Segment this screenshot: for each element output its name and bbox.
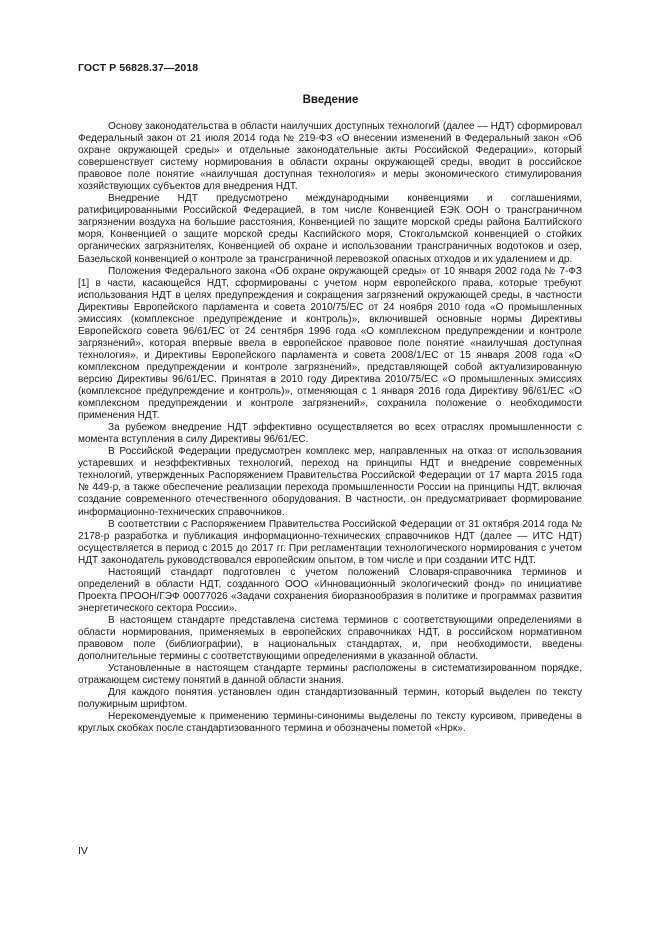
paragraph: Основу законодательства в области наилучших доступных технологий (далее — НДТ) сформировал Федеральный закон от 21 июля 2014 года № 219-ФЗ «О внесении изменений в Федеральный закон «Об охране окружающей среды» и отдельные законодательные акты Российской Федерации», который совершенствует систему нормирования в области охраны окружающей среды, вводит в российское правовое поле понятие «наилучшая доступная технология» и меры экономического стимулирования хозяйствующих субъектов для внедрения НДТ.	[78, 121, 582, 193]
paragraph: Для каждого понятия установлен один стандартизованный термин, который выделен по тексту полужирным шрифтом.	[78, 687, 582, 711]
paragraph: Нерекомендуемые к применению термины-синонимы выделены по тексту курсивом, приведены в круглых скобках после стандартизованного термина и обозначены пометой «Нрк».	[78, 711, 582, 735]
paragraph: Установленные в настоящем стандарте термины расположены в систематизированном порядке, отражающем систему понятий в данной области знания.	[78, 663, 582, 687]
paragraph: Положения Федерального закона «Об охране окружающей среды» от 10 января 2002 года № 7-ФЗ [1] в части, касающейся НДТ, сформированы с учетом норм европейского права, которые требуют использования НДТ в целях предупреждения и сокращения загрязнений окружающей среды, в частности Директивы Европейского парламента и совета 2010/75/ЕС от 24 ноября 2010 года «О промышленных эмиссиях (комплексное предупреждение и контроль)», включившей основные нормы Директивы Европейского совета 96/61/ЕС от 24 сентября 1996 года «О комплексном предупреждении и контроле загрязнений», которая впервые ввела в европейское правовое поле понятие «наилучшая доступная технология», и Директивы Европейского парламента и совета 2008/1/ЕС от 15 января 2008 года «О комплексном предупреждении и контроле загрязнений», представляющей собой актуализированную версию Директивы 96/61/ЕС. Принятая в 2010 году Директива 2010/75/ЕС «О промышленных эмиссиях (комплексное предупреждение и контроль)», отменяющая с 1 января 2016 года Директиву 96/61/ЕС «О комплексном предупреждении и контроле загрязнений», сохранила положение о необходимости применения НДТ.	[78, 265, 582, 422]
paragraph: В Российской Федерации предусмотрен комплекс мер, направленных на отказ от использования устаревших и неэффективных технологий, переход на принципы НДТ и внедрение современных технологий, утвержденных Распоряжением Правительства Российской Федерации от 17 марта 2015 года № 449-р, а также обеспечение реализации перехода промышленности России на принципы НДТ, включая создание современного отечественного оборудования. В частности, он предусматривает формирование информационно-технических справочников.	[78, 446, 582, 518]
standard-code: ГОСТ Р 56828.37—2018	[78, 62, 199, 74]
paragraph: Внедрение НДТ предусмотрено международными конвенциями и соглашениями, ратифицированными Российской Федерацией, в том числе Конвенцией ЕЭК ООН о трансграничном загрязнении воздуха на большие расстояния, Конвенцией по защите морской среды района Балтийского моря, Конвенцией о защите морской среды Каспийского моря, Стокгольмской конвенцией о стойких органических загрязнителях, Конвенцией об охране и использовании трансграничных водотоков и озер, Базельской конвенцией о контроле за трансграничной перевозкой опасных отходов и их удалением и др.	[78, 193, 582, 265]
paragraph: Настоящий стандарт подготовлен с учетом положений Словаря-справочника терминов и определений в области НДТ, созданного ООО «Инновационный экологический фонд» по инициативе Проекта ПРООН/ГЭФ 00077026 «Задачи сохранения биоразнообразия в политике и программах развития энергетического сектора России».	[78, 566, 582, 614]
paragraph: В настоящем стандарте представлена система терминов с соответствующими определениями в области нормирования, применяемых в европейских справочниках НДТ, в российском нормативном правовом поле (библиографии), в национальных стандартах, и, при необходимости, введены дополнительные термины с соответствующими определениями в указанной области.	[78, 614, 582, 663]
body-text	[78, 121, 582, 735]
section-title: Введение	[302, 94, 359, 106]
paragraph: В соответствии с Распоряжением Правительства Российской Федерации от 31 октября 2014 года № 2178-р разработка и публикация информационно-технических справочников НДТ (далее — ИТС НДТ) осуществляется в период с 2015 до 2017 гг. При регламентации технологического нормирования с учетом НДТ законодатель руководствовался европейским опытом, в том числе и при создании ИТС НДТ.	[78, 518, 582, 566]
paragraph: За рубежом внедрение НДТ эффективно осуществляется во всех отраслях промышленности с момента вступления в силу Директивы 96/61/ЕС.	[78, 422, 582, 446]
page-number: IV	[78, 845, 88, 857]
